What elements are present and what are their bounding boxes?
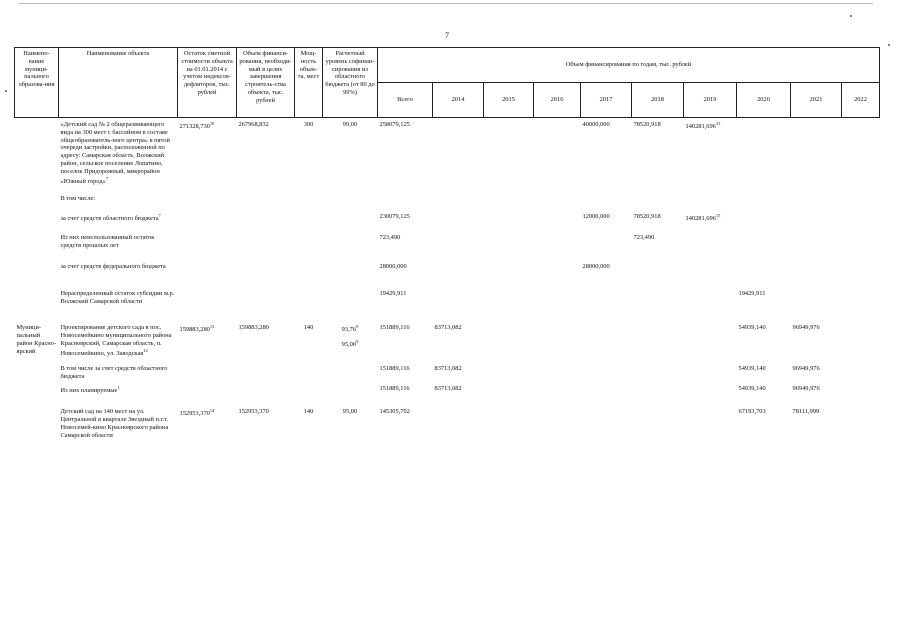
cell-object [59, 262, 178, 289]
header-2016: 2016 [534, 83, 581, 118]
cell-cofinancing-alt [325, 339, 376, 349]
cell-total [378, 323, 433, 363]
cell-cofinancing-alt-footnote-mark: 9 [356, 339, 359, 345]
cell-2019 [684, 384, 737, 407]
cell-2021 [791, 233, 842, 262]
cell-2019 [684, 407, 737, 439]
cell-cofinancing-text: 93,76 [341, 326, 357, 334]
cell-2019 [684, 233, 737, 262]
cell-object-text: Нераспределенный остаток субсидии м.р. Волжский Самарской области [60, 289, 175, 305]
cell-2018 [632, 407, 684, 439]
cell-2021 [791, 212, 842, 233]
cell-remaining-cost [178, 262, 237, 289]
cell-cofinancing [323, 384, 378, 407]
table-row [15, 323, 880, 363]
cell-cofinancing [323, 407, 378, 439]
cell-capacity [295, 262, 323, 289]
cell-municipality [15, 289, 59, 324]
cell-2021-text: 96949,976 [792, 324, 820, 332]
cell-2016 [534, 289, 581, 324]
cell-total [378, 233, 433, 262]
cell-2016 [534, 120, 581, 194]
cell-object-text: В том числе: [60, 194, 96, 202]
cell-2017 [581, 384, 632, 407]
cell-object [59, 120, 178, 194]
header-row-1 [15, 48, 880, 83]
cell-financing-volume-text: 159883,280 [238, 324, 269, 332]
cell-object [59, 289, 178, 324]
cell-2014 [433, 120, 484, 194]
header-municipality: Наимено-вание муници-пального образова-ния [15, 48, 59, 118]
header-object: Наименование объекта [59, 48, 178, 118]
cell-object [59, 323, 178, 363]
cell-cofinancing [323, 364, 378, 385]
table-row [15, 364, 880, 385]
cell-total [378, 262, 433, 289]
cell-2017 [581, 212, 632, 233]
header-2020: 2020 [737, 83, 791, 118]
cell-2014 [433, 289, 484, 324]
cell-object-text: Из них планируемые [60, 387, 118, 395]
header-capacity: Мощ-ность объек-та, мест [295, 48, 323, 118]
cell-2014 [433, 262, 484, 289]
cell-capacity [295, 120, 323, 194]
cell-2017-text: 28000,000 [582, 263, 610, 270]
cell-total-text: 230079,125 [379, 213, 410, 221]
cell-2020 [737, 262, 791, 289]
cell-2016 [534, 212, 581, 233]
header-2014: 2014 [433, 83, 484, 118]
cell-capacity [295, 323, 323, 363]
header-2019: 2019 [684, 83, 737, 118]
cell-financing-volume-text: 267968,832 [238, 121, 269, 128]
cell-2016 [534, 407, 581, 439]
cell-2016 [534, 262, 581, 289]
cell-2020-text: 54939,140 [738, 364, 766, 372]
cell-2014 [433, 384, 484, 407]
cell-object-footnote-mark: 12 [143, 347, 148, 353]
cell-cofinancing [323, 262, 378, 289]
cell-total-text: 151889,116 [379, 324, 410, 332]
cell-2015 [484, 212, 534, 233]
scan-speck [5, 90, 7, 92]
table-row [15, 262, 880, 289]
cell-object [59, 212, 178, 233]
cell-2019 [684, 364, 737, 385]
cell-financing-volume [237, 323, 295, 363]
cell-2020-text: 67193,703 [738, 408, 766, 416]
cell-2018 [632, 212, 684, 233]
scan-speck [850, 15, 852, 17]
cell-capacity [295, 407, 323, 439]
cell-2019 [684, 323, 737, 363]
cell-remaining-cost [178, 364, 237, 385]
cell-total-text: 258079,125 [379, 121, 410, 128]
table-row [15, 289, 880, 324]
cell-financing-volume [237, 120, 295, 194]
cell-capacity [295, 233, 323, 262]
cell-2019 [684, 194, 737, 213]
cell-remaining-cost [178, 407, 237, 439]
cell-remaining-cost [178, 120, 237, 194]
cell-2021 [791, 194, 842, 213]
cell-2018 [632, 384, 684, 407]
cell-2015 [484, 407, 534, 439]
cell-total [378, 364, 433, 385]
cell-2014 [433, 364, 484, 385]
cell-2015 [484, 120, 534, 194]
cell-object-footnote-mark: 7 [158, 213, 161, 219]
page-number: 7 [445, 31, 449, 40]
cell-object-text: В том числе за счет средств областного бюджета [60, 364, 168, 380]
cell-total [378, 212, 433, 233]
cell-remaining-cost-text: 159883,280 [179, 326, 210, 334]
cell-total-text: 151889,116 [379, 364, 410, 372]
cell-remaining-cost-text: 271328,730 [179, 123, 210, 131]
cell-2014 [433, 323, 484, 363]
cell-2020-text: 19429,911 [738, 289, 766, 297]
cell-object [59, 364, 178, 385]
cell-municipality [15, 120, 59, 194]
header-by-years: Объем финансирования по годам, тыс. рублей [378, 48, 880, 83]
cell-object-text: Проектирование детского сада в пос. Новосемейкино муниципального района Красноярский, Самарская область, п. Новосемейкино, ул. Заводская [60, 324, 172, 357]
cell-2015 [484, 289, 534, 324]
cell-2014 [433, 407, 484, 439]
cell-2018 [632, 233, 684, 262]
header-total: Всего [378, 83, 433, 118]
cell-2022 [842, 323, 880, 363]
cell-2017 [581, 233, 632, 262]
cell-2021 [791, 384, 842, 407]
table-body [15, 118, 880, 440]
cell-financing-volume-text: 152953,370 [238, 408, 269, 416]
cell-2015 [484, 233, 534, 262]
cell-financing-volume [237, 384, 295, 407]
cell-cofinancing-text: 99,00 [342, 121, 358, 128]
cell-cofinancing-alt-text: 95,00 [341, 341, 357, 349]
cell-object-footnote-mark: 7 [105, 175, 109, 181]
header-remaining-cost: Остаток сметной стоимости объекта на 01.01.2014 с учетом индексов-дефляторов, тыс. рублей [178, 48, 237, 118]
cell-2016 [534, 323, 581, 363]
cell-2017 [581, 194, 632, 213]
cell-2018-text: 78520,918 [633, 213, 661, 221]
cell-2015 [484, 194, 534, 213]
cell-2020 [737, 289, 791, 324]
cell-remaining-cost-text: 152953,370 [179, 410, 210, 418]
cell-2019-footnote-mark: 15 [715, 213, 721, 219]
cell-2019-text: 140281,696 [685, 215, 716, 223]
cell-2018-text: 723,490 [633, 234, 655, 242]
cell-2020-text: 54939,140 [738, 324, 766, 332]
cell-2021 [791, 262, 842, 289]
cell-object [59, 233, 178, 262]
cell-2017 [581, 120, 632, 194]
cell-total-text: 723,490 [379, 234, 401, 242]
financing-table [14, 47, 880, 440]
cell-2017-text: 12000,000 [582, 213, 610, 221]
cell-total [378, 120, 433, 194]
cell-2017 [581, 262, 632, 289]
cell-2019 [684, 120, 737, 194]
table-row [15, 194, 880, 213]
cell-2016 [534, 233, 581, 262]
cell-2014 [433, 194, 484, 213]
cell-municipality [15, 384, 59, 407]
cell-remaining-cost [178, 289, 237, 324]
cell-2020 [737, 384, 791, 407]
cell-2022 [842, 289, 880, 324]
cell-cofinancing-footnote-mark: 9 [356, 324, 359, 330]
cell-2016 [534, 384, 581, 407]
cell-2021-text: 78111,999 [792, 408, 820, 416]
cell-total-text: 151889,116 [379, 385, 410, 393]
cell-2022 [842, 262, 880, 289]
cell-capacity [295, 384, 323, 407]
cell-2017 [581, 289, 632, 324]
cell-2018 [632, 323, 684, 363]
cell-total [378, 194, 433, 213]
cell-municipality [15, 323, 59, 363]
cell-2017 [581, 323, 632, 363]
cell-2014-text: 83713,082 [434, 324, 462, 332]
cell-2015 [484, 364, 534, 385]
header-2015: 2015 [484, 83, 534, 118]
header-2018: 2018 [632, 83, 684, 118]
cell-financing-volume [237, 262, 295, 289]
cell-2015 [484, 323, 534, 363]
header-financing-volume: Объем финанси-рования, необходи-мый в целях завершения строитель-ства объекта, тыс. рублей [237, 48, 295, 118]
cell-capacity [295, 212, 323, 233]
cell-municipality [15, 364, 59, 385]
cell-2018 [632, 194, 684, 213]
cell-2022 [842, 407, 880, 439]
cell-total-text: 145305,702 [379, 408, 410, 416]
cell-capacity-text: 140 [303, 408, 314, 416]
table-row [15, 120, 880, 194]
cell-object [59, 194, 178, 213]
cell-2017-text: 40000,000 [582, 121, 610, 128]
cell-2018 [632, 364, 684, 385]
cell-financing-volume [237, 212, 295, 233]
cell-2014 [433, 233, 484, 262]
cell-2019-footnote-mark: 15 [715, 121, 721, 126]
cell-2014-text: 83713,082 [434, 364, 462, 372]
cell-municipality [15, 407, 59, 439]
cell-total [378, 407, 433, 439]
cell-2014-text: 83713,082 [434, 385, 462, 393]
cell-cofinancing [323, 323, 378, 363]
cell-2020 [737, 364, 791, 385]
cell-2020 [737, 233, 791, 262]
cell-capacity [295, 194, 323, 213]
table-row [15, 233, 880, 262]
cell-remaining-cost [178, 323, 237, 363]
cell-financing-volume [237, 233, 295, 262]
cell-cofinancing [323, 194, 378, 213]
header-cofinancing-level: Расчетный уровень софинан-сирования из областного бюджета (от 80 до 99%) [323, 48, 378, 118]
cell-remaining-cost [178, 384, 237, 407]
cell-2018 [632, 289, 684, 324]
cell-2021 [791, 407, 842, 439]
cell-capacity-text: 140 [303, 324, 314, 332]
cell-2014 [433, 212, 484, 233]
cell-cofinancing [323, 289, 378, 324]
table-row [15, 384, 880, 407]
cell-object-text: за счет средств федерального бюджета [60, 263, 166, 270]
cell-remaining-cost [178, 212, 237, 233]
cell-total [378, 384, 433, 407]
cell-2021 [791, 289, 842, 324]
cell-2022 [842, 120, 880, 194]
cell-total-text: 28000,000 [379, 263, 407, 270]
cell-2022 [842, 233, 880, 262]
header-2021: 2021 [791, 83, 842, 118]
cell-2020 [737, 194, 791, 213]
cell-financing-volume [237, 407, 295, 439]
cell-2015 [484, 262, 534, 289]
cell-2018-text: 78520,918 [633, 121, 661, 128]
cell-2021-text: 96949,976 [792, 385, 820, 393]
cell-municipality [15, 194, 59, 213]
cell-2017 [581, 407, 632, 439]
cell-total-text: 19429,911 [379, 289, 407, 297]
cell-capacity [295, 364, 323, 385]
cell-cofinancing [323, 233, 378, 262]
cell-cofinancing [323, 212, 378, 233]
cell-2020 [737, 323, 791, 363]
cell-capacity-text: 300 [303, 121, 314, 128]
cell-2022 [842, 212, 880, 233]
cell-2020-text: 54939,140 [738, 385, 766, 393]
table-row [15, 212, 880, 233]
cell-capacity [295, 289, 323, 324]
cell-2016 [534, 364, 581, 385]
cell-2021 [791, 323, 842, 363]
cell-2015 [484, 384, 534, 407]
cell-2021 [791, 120, 842, 194]
cell-2020 [737, 212, 791, 233]
cell-cofinancing-text: 95,00 [342, 408, 358, 416]
cell-remaining-cost-footnote-mark: 13 [209, 324, 215, 330]
cell-financing-volume [237, 289, 295, 324]
cell-remaining-cost [178, 194, 237, 213]
cell-2018 [632, 262, 684, 289]
cell-2022 [842, 194, 880, 213]
cell-remaining-cost-footnote-mark: 14 [209, 408, 215, 414]
cell-2019 [684, 289, 737, 324]
cell-financing-volume [237, 364, 295, 385]
cell-object [59, 384, 178, 407]
cell-2019 [684, 212, 737, 233]
cell-2022 [842, 384, 880, 407]
cell-municipality [15, 262, 59, 289]
cell-object-text: за счет средств областного бюджета [60, 215, 159, 223]
cell-municipality-text: Муници-пальный район Красно-ярский [16, 324, 57, 355]
header-2017: 2017 [581, 83, 632, 118]
cell-total [378, 289, 433, 324]
cell-object-footnote-mark: 1 [117, 385, 120, 391]
cell-object [59, 407, 178, 439]
cell-object-text: «Детский сад № 2 общеразвивающего вида на 300 мест с бассейном в составе общеобразователь-ного центра» в пятой очереди застройки, расположенной по адресу: Самарская область, Волжский район, сельское поселение Лопатино, поселок Придорожный, микрорайон «Южный город» [60, 121, 170, 185]
table-row [15, 407, 880, 439]
cell-2022 [842, 364, 880, 385]
cell-municipality [15, 233, 59, 262]
cell-2020 [737, 120, 791, 194]
cell-object-text: Детский сад на 140 мест на ул. Центральной в квартале Звездный п.г.т. Новосемей-кино Красноярского района Самарской области [60, 408, 169, 439]
top-rule [18, 3, 873, 4]
cell-remaining-cost [178, 233, 237, 262]
cell-2019-text: 140281,696 [685, 123, 716, 131]
cell-cofinancing [323, 120, 378, 194]
cell-2021-text: 96949,976 [792, 364, 820, 372]
cell-2018 [632, 120, 684, 194]
cell-2021 [791, 364, 842, 385]
cell-2016 [534, 194, 581, 213]
cell-remaining-cost-footnote-mark: 10 [209, 121, 215, 126]
cell-municipality [15, 212, 59, 233]
cell-2020 [737, 407, 791, 439]
cell-object-text: Из них неиспользованный остаток средств прошлых лет [60, 234, 155, 250]
scan-speck [888, 44, 890, 46]
cell-2017 [581, 364, 632, 385]
header-2022: 2022 [842, 83, 880, 118]
cell-2019 [684, 262, 737, 289]
cell-financing-volume [237, 194, 295, 213]
